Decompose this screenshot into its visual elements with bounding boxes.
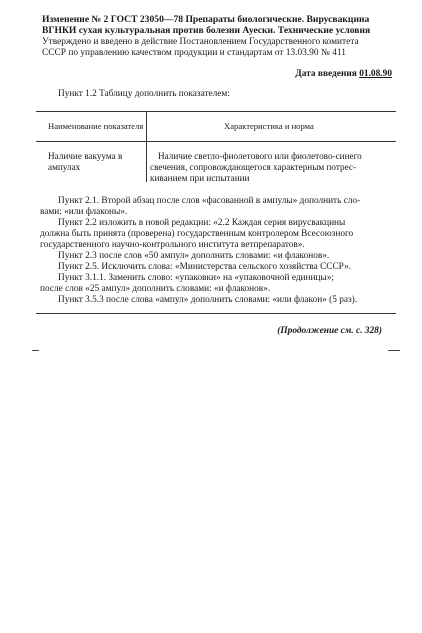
norm-line: свечения, сопровождающегося характерным потрес- [150,162,357,172]
column-header-indicator: Наименование показателя [48,121,144,131]
page-edge-mark [32,350,39,351]
approval-line-1: Утверждено и введено в действие Постановлением Государственного комитета [42,37,359,47]
body-line: Пункт 3.5.3 после слова «ампул» дополнить словами: «или флакон» (5 раз). [58,295,358,305]
column-header-norm: Характеристика и норма [224,121,314,131]
effective-date [295,69,392,80]
page-edge-mark [388,350,400,351]
effective-date-value: 01.08.90 [359,69,392,79]
body-line: Пункт 2.5. Исключить слова: «Министерства сельского хозяйства СССР». [58,262,352,272]
body-line: Пункт 2.2 изложить в новой редакции: «2.2 Каждая серия вирусвакцины [58,218,346,228]
amendment-title-line-1: Изменение № 2 ГОСТ 23050—78 Препараты биологические. Вирусвакцина [42,14,370,25]
norm-line: Наличие светло-фиолетового или фиолетово-синего [158,151,362,161]
body-line: должна быть принята (проверена) государственным контролером Всесоюзного [40,229,354,239]
indicator-name-line: ампулах [48,162,81,172]
body-line: Пункт 2.3 после слов «50 ампул» дополнить словами: «и флаконов». [58,251,330,261]
body-line: государственного научно-контрольного института ветпрепаратов». [40,240,305,250]
table-column-rule [146,111,147,182]
table-top-rule [36,111,396,112]
table-header-rule [36,141,396,142]
amendment-title-line-2: ВГНКИ сухая культуральная против болезни Ауески. Технические условия [42,25,371,36]
body-line: вами: «или флаконы». [40,207,128,217]
body-line: после слов «25 ампул» дополнить словами: «и флаконов». [40,284,271,294]
bottom-rule [36,313,396,314]
continuation-note: (Продолжение см. с. 328) [277,326,382,336]
body-line: Пункт 3.1.1. Заменить слово: «упаковки» на «упаковочной единицы»; [58,273,334,283]
body-line: Пункт 2.1. Второй абзац после слов «фасованной в ампулы» дополнить сло- [58,196,361,206]
indicator-name-line: Наличие вакуума в [48,151,123,161]
table-intro: Пункт 1.2 Таблицу дополнить показателем: [58,89,230,99]
effective-date-label: Дата введения [295,69,357,79]
approval-line-2: СССР по управлению качеством продукции и стандартам от 13.03.90 № 411 [42,48,346,58]
norm-line: киванием при испытании [150,173,250,183]
